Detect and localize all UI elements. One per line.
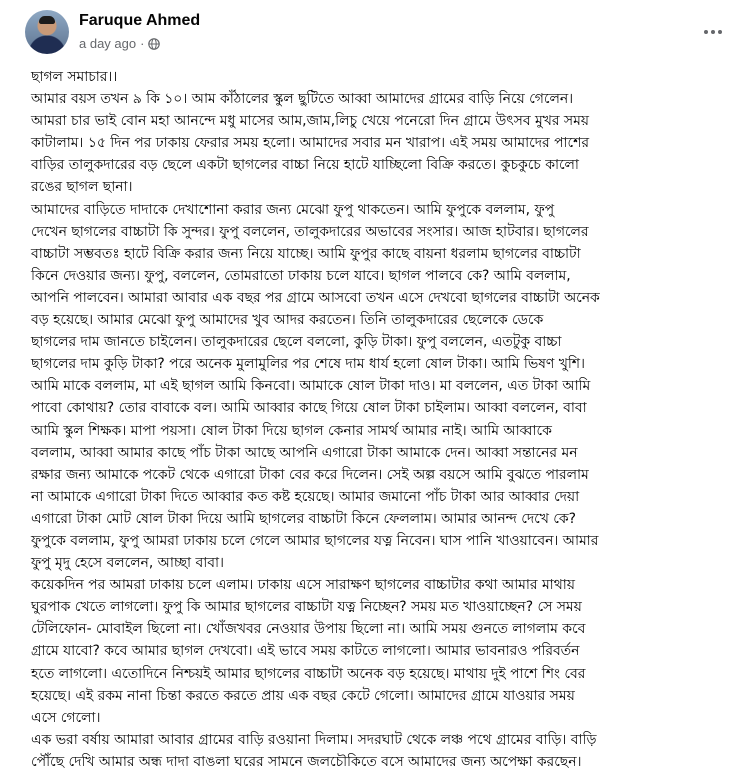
post-text-line: না আমাকে এগারো টাকা দিতে আব্বার কত কষ্ট হয়েছে। আমার জমানো পাঁচ টাকা আর আব্বার দেয়া [31,488,580,505]
post-text-line: আমরা চার ভাই বোন মহা আনন্দে মধু মাসের আম,জাম,লিচু খেয়ে পনেরো দিন গ্রামে উৎসব মুখর সময় [31,113,589,130]
post-text-line: ছাগলের দাম কুড়ি টাকা? পরে অনেক মুলামুলির পর শেষে দাম ধার্য হলো ষোল টাকা। আমি ভিষণ খুশি। [31,356,585,373]
more-dot [718,30,722,34]
post-text-line: এক ভরা বর্ষায় আমারা আবার গ্রামের বাড়ি রওয়ানা দিলাম। সদরঘাট থেকে লঞ্চ পথে গ্রামের বাড়ি। বাড়ি [31,731,597,748]
post-text-line: রক্ষার জন্য আমাকে পকেট থেকে এগারো টাকা বের করে দিলেন। সেই অল্প বয়সে আমি বুঝতে পারলাম [31,466,589,483]
post-text-line: ঘুরপাক খেতে লাগলো। ফুপু কি আমার ছাগলের বাচ্চাটা যত্ন নিচ্ছেন? সময় মত খাওয়াচ্ছেন? সে সময় [31,599,582,616]
author-name[interactable]: Faruque Ahmed [79,12,201,29]
post-text-line: হয়েছে। এই রকম নানা চিন্তা করতে করতে প্রায় এক বছর কেটে গেলো। আমাদের গ্রামে যাওয়ার সময় [31,687,575,704]
post-text-line: পাবো কোথায়? তোর বাবাকে বল। আমি আব্বার কাছে গিয়ে ষোল টাকা চাইলাম। আব্বা বললেন, বাবা [31,400,587,417]
post-text-line: বাড়ির তালুকদারের বড় ছেলে একটা ছাগলের বাচ্চা নিয়ে হাটে যাচ্ছিলো বিক্রি করতে। কুচকুচে কালো [31,157,579,174]
post-text-line: কাটালাম। ১৫ দিন পর ঢাকায় ফেরার সময় হলো। আমাদের সবার মন খারাপ। এই সময় আমাদের পাশের [31,135,589,152]
post-text-line: ছাগলের দাম জানতে চাইলেন। তালুকদারের ছেলে বললো, কুড়ি টাকা। ফুপু বললেন, এতটুকু বাচ্চা [31,334,562,351]
post-text-line: ফুপুকে বললাম, ফুপু আমরা ঢাকায় চলে গেলে আমার ছাগলের যত্ন নিবেন। ঘাস পানি খাওয়াবেন। আমার [31,532,599,549]
post-text-line: আমি মাকে বললাম, মা এই ছাগল আমি কিনবো। আমাকে ষোল টাকা দাও। মা বললেন, এত টাকা আমি [31,378,591,395]
post-text-line: হতে লাগলো। এতোদিনে নিশ্চয়ই আমার ছাগলের বাচ্চাটা অনেক বড় হয়েছে। মাথায় দুই পাশে শিং বের [31,665,586,682]
post-text-line: আমি স্কুল শিক্ষক। মাপা পয়সা। ষোল টাকা দিয়ে ছাগল কেনার সামর্থ আমার নাই। আমি আব্বাকে [31,422,552,439]
meta-separator: · [140,36,145,51]
avatar[interactable] [25,10,69,54]
post-time[interactable]: a day ago [79,36,137,51]
post-text-line: আপনি পালবেন। আমারা আবার এক বছর পর গ্রামে আসবো তখন এসে দেখবো ছাগলের বাচ্চাটা অনেক [31,289,600,306]
post-text-line: রঙের ছাগল ছানা। [31,179,133,196]
post-body [31,66,731,773]
post-text-line: ছাগল সমাচার।। [31,69,118,85]
post-text-line: ফুপু মৃদু হেসে বললেন, আচ্ছা বাবা। [31,555,224,572]
post-text-line: বাচ্চাটা সম্ভবতঃ হাটে বিক্রি করার জন্য নিয়ে যাচ্ছে। আমি ফুপুর কাছে বায়না ধরলাম ছাগলের বাচ্চাটা [31,245,581,262]
post-text-line: বললাম, আব্বা আমার কাছে পাঁচ টাকা আছে আপনি এগারো টাকা আমাকে দেন। আব্বা সন্তানের মন [31,444,578,461]
post-text-line: পৌঁছে দেখি আমার অন্ধ দাদা বাঙলা ঘরের সামনে জলচৌকিতে বসে আমাদের জন্য অপেক্ষা করছেন। [31,753,582,770]
avatar-hair [39,16,55,24]
post-text-line: আমার বয়স তখন ৯ কি ১০। আম কাঁঠালের স্কুল ছুটিতে আব্বা আমাদের গ্রামের বাড়ি নিয়ে গেলেন। [31,91,574,108]
post-text-line: এগারো টাকা মোট ষোল টাকা দিয়ে আমি ছাগলের বাচ্চাটা কিনে ফেললাম। আমার আনন্দ দেখে কে? [31,510,576,527]
post-text-line: কয়েকদিন পর আমরা ঢাকায় চলে এলাম। ঢাকায় এসে সারাক্ষণ ছাগলের বাচ্চাটার কথা আমার মাথায় [31,577,575,594]
post-text-line: এসে গেলো। [31,709,101,726]
post-text-line: টেলিফোন- মোবাইল ছিলো না। খোঁজখবর নেওয়ার উপায় ছিলো না। আমি সময় গুনতে লাগলাম কবে [31,621,586,638]
post-text-line: বড় হয়েছে। আমার মেঝো ফুপু আমাদের খুব আদর করতেন। তিনি তালুকদারের ছেলেকে ডেকে [31,312,544,329]
post-text-line: দেখেন ছাগলের বাচ্চাটা কি সুন্দর। ফুপু বললেন, তালুকদারের অভাবের সংসার। আজ হাটবার। ছাগলের [31,223,589,240]
globe-icon [148,38,160,50]
more-dot [704,30,708,34]
post-text-line: আমাদের বাড়িতে দাদাকে দেখাশোনা করার জন্য মেঝো ফুপু থাকতেন। আমি ফুপুকে বললাম, ফুপু [31,201,555,218]
post-meta [79,36,160,51]
more-options-icon[interactable] [699,18,727,46]
more-dot [711,30,715,34]
post-text-line: গ্রামে যাবো? কবে আমার ছাগল দেখবো। এই ভাবে সময় কাটতে লাগলো। আমার ভাবনারও পরিবর্তন [31,643,580,660]
post-header [25,10,725,56]
post-text-line: কিনে দেওয়ার জন্য। ফুপু, বললেন, তোমরাতো ঢাকায় চলে যাবে। ছাগল পালবে কে? আমি বললাম, [31,267,571,284]
